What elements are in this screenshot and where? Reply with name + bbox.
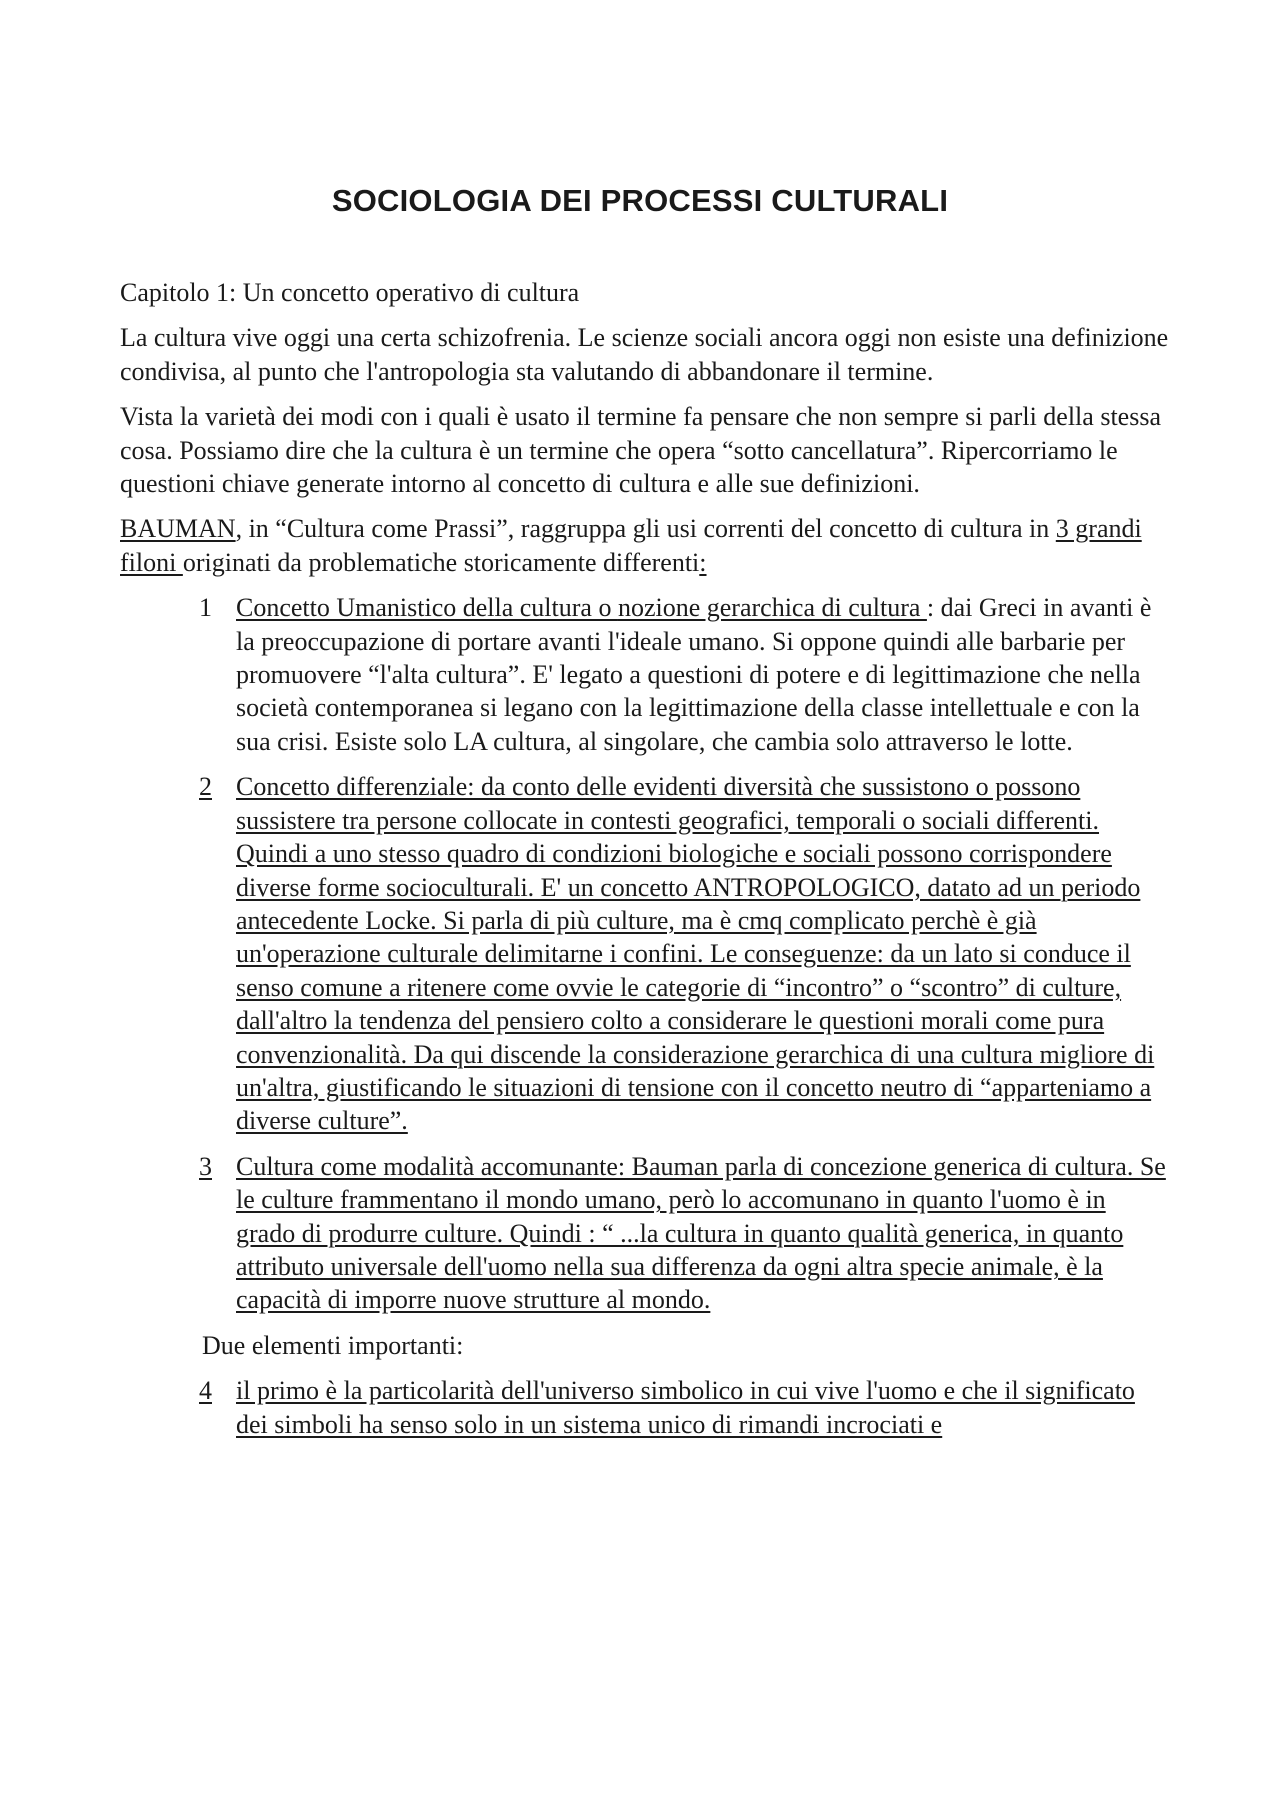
list-item-number: 2 (199, 772, 212, 802)
list-item (199, 591, 1180, 758)
concepts-list (120, 591, 1180, 1317)
list-item (199, 1374, 1180, 1441)
document-body (120, 276, 1180, 1453)
paragraph-2: Vista la varietà dei modi con i quali è usato il termine fa pensare che non sempre si parli della stessa cosa. Possiamo dire che la cultura è un termine che opera “sotto cancellatura”. Ripercorriamo le questioni chiave generate intorno al concetto di cultura e alle sue definizioni. (120, 402, 1161, 499)
list-item-number: 3 (199, 1151, 212, 1181)
elements-list (120, 1374, 1180, 1441)
bauman-text-b: originati da problematiche storicamente differenti (182, 547, 700, 577)
list-item-text: Cultura come modalità accomunante: Bauman parla di concezione generica di cultura. Se le culture frammentano il mondo umano, però lo accomunano in quanto l'uomo è in grado di produrre culture. Quindi : “ ...la cultura in quanto qualità generica, in quanto attributo universale dell'uomo nella sua differenza da ogni altra specie animale, è la capacità di imporre nuove strutture al mondo. (236, 1151, 1166, 1315)
bauman-colon: : (699, 547, 707, 577)
item-1-rest: : dai Greci in avanti è la preoccupazione di portare avanti l'ideale umano. Si oppone quindi alle barbarie per promuovere “l'alta cultura”. E' legato a questioni di potere e di legittimazione che nella società contemporanea si legano con la legittimazione della classe intellettuale e con la sua crisi. Esiste solo LA cultura, al singolare, che cambia solo attraverso le lotte. (236, 593, 1152, 756)
list-item-text (236, 591, 1166, 758)
list-item-number: 1 (199, 593, 212, 623)
list-item (199, 770, 1180, 1137)
list-item-number: 4 (199, 1376, 212, 1406)
list-item-text: il primo è la particolarità dell'universo simbolico in cui vive l'uomo e che il significato dei simboli ha senso solo in un sistema unico di rimandi incrociati e (236, 1376, 1135, 1439)
paragraph-1: La cultura vive oggi una certa schizofrenia. Le scienze sociali ancora oggi non esiste una definizione condivisa, al punto che l'antropologia sta valutando di abbandonare il termine. (120, 323, 1169, 386)
bauman-name: BAUMAN (120, 514, 236, 544)
bauman-text-a: , in “Cultura come Prassi”, raggruppa gli usi correnti del concetto di cultura in (235, 514, 1056, 544)
paragraph-bauman (120, 512, 1180, 579)
term-umanistico: Concetto Umanistico della cultura o (236, 593, 618, 623)
chapter-heading: Capitolo 1: Un concetto operativo di cultura (120, 278, 580, 307)
bauman-filoni: 3 grandi filoni (120, 514, 1142, 577)
list-item-text: Concetto differenziale: da conto delle evidenti diversità che sussistono o possono sussistere tra persone collocate in contesti geografici, temporali o sociali differenti. Quindi a uno stesso quadro di condizioni biologiche e sociali possono corrispondere diverse forme socioculturali. E' un concetto ANTROPOLOGICO, datato ad un periodo antecedente Locke. Si parla di più culture, ma è cmq complicato perchè è già un'operazione culturale delimitarne i confini. Le conseguenze: da un lato si conduce il senso comune a ritenere come ovvie le categorie di “incontro” o “scontro” di culture, dall'altro la tendenza del pensiero colto a considerare le questioni morali come pura convenzionalità. Da qui discende la considerazione gerarchica di una cultura migliore di un'altra, giustificando le situazioni di tensione con il concetto neutro di “apparteniamo a diverse culture”. (236, 772, 1155, 1136)
page-title: SOCIOLOGIA DEI PROCESSI CULTURALI (331, 183, 949, 218)
term-gerarchica: nozione gerarchica di cultura (617, 593, 927, 623)
list-item (199, 1150, 1180, 1317)
subheading-due-elementi: Due elementi importanti: (202, 1330, 464, 1360)
